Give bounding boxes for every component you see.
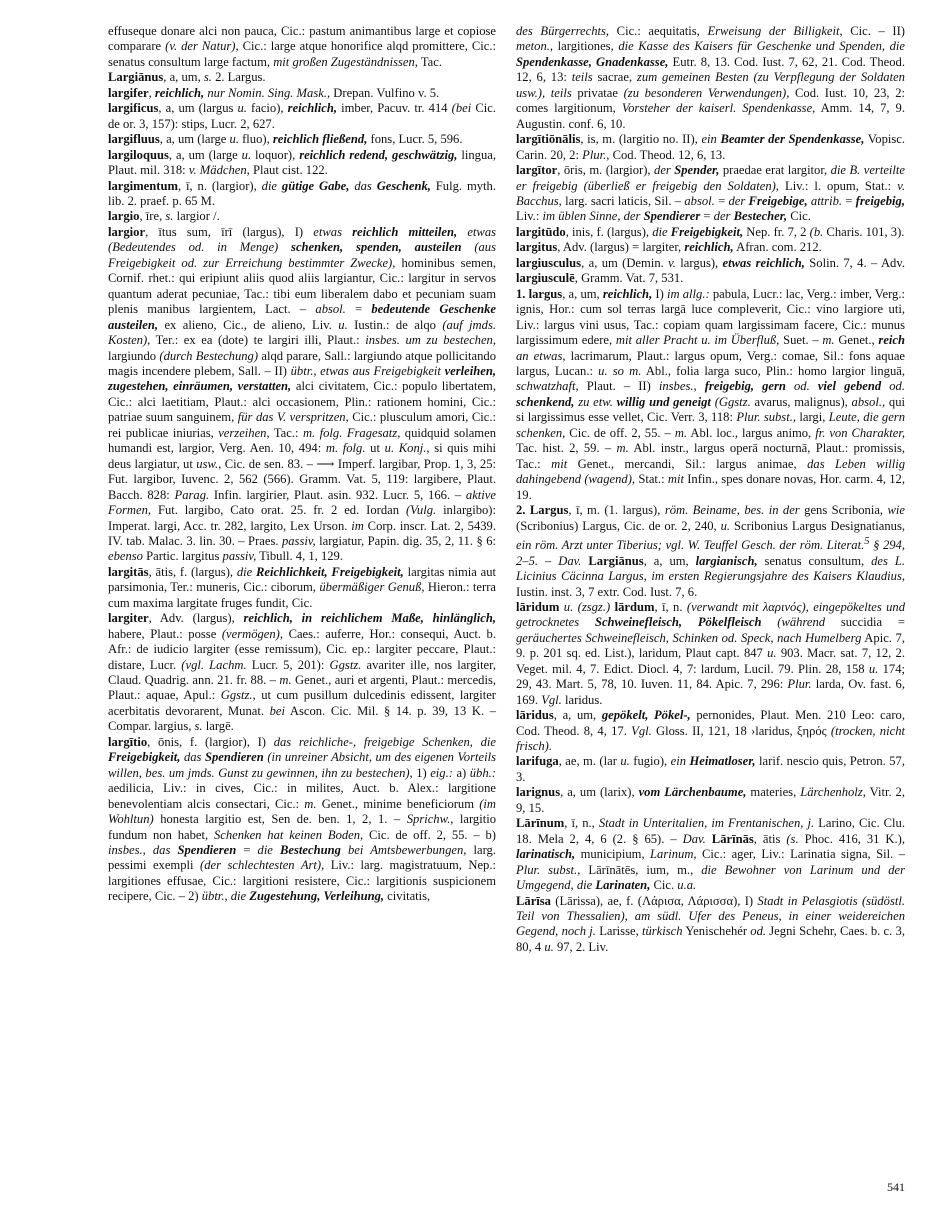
dictionary-entry: 2. Largus, ī, m. (1. largus), röm. Beiname, bes. in der gens Scribonia, wie (Scribonius) Largus, Cic. de or. 2, 240, u. Scribonius Largus Designatianus, ein röm. Arzt unter Tiberius; vgl. W. Teuffel Gesch. der röm. Literat.$^5$ § 294, 2–5. – Dav. Largiānus, a, um, largianisch, senatus consultum, des L. Licinius Cäcinna Largus, im ersten Regierungsjahre des Kaisers Klaudius, Iustin. inst. 3, 7 extr. Cod. Iust. 7, 6. — [516, 503, 906, 599]
dictionary-entry: largiusculus, a, um (Demin. v. largus), etwas reichlich, Solin. 7, 4. – Adv. largiusculē, Gramm. Vat. 7, 531. — [516, 255, 905, 286]
dictionary-entry: Lārīsa (Lārissa), ae, f. (Λάρισα, Λάρισσα), I) Stadt in Pelasgiotis (südöstl. Teil von Thessalien), am südl. Ufer des Peneus, in einer weidereichen Gegend, noch j. Larisse, türkisch Yenischehér od. Jegni Schehr, Caes. b. c. 3, 80, 4 u. 97, 2. Liv. — [516, 893, 905, 954]
dictionary-entry: largifer, reichlich, nur Nomin. Sing. Mask., Drepan. Vulfino v. 5. — [108, 85, 440, 100]
dictionary-entry: largītio, ōnis, f. (largior), I) das reichliche-, freigebige Schenken, die Freigebigkeit, das Spendieren (in unreiner Absicht, um des eigenen Vorteils willen, bes. um jmds. Gunst zu gewinnen, ihn zu bestechen), 1) eig.: a) übh.: aedilicia, Liv.: in cives, Cic.: in milites, Auct. b. Alex.: largitione benevolentiam alcis consectari, Cic.: m. Genet., minime beneficiorum (im Wohltun) honesta largitio est, Sen de. ben. 1, 2, 1. – Sprichw., largitio fundum non habet, Schenken hat keinen Boden, Cic. de off. 2, 55. – b) insbes., das Spendieren = die Bestechung bei Amtsbewerbungen, larg. pessimi exempli (der schlechtesten Art), Liv.: larg. magistratuum, Nep.: largitiones effusae, Cic.: largitioni resistere, Cic.: largitionis suspicionem recipere, Cic. – 2) übtr., die Zugestehung, Verleihung, civitatis, — [108, 734, 497, 904]
left-column — [108, 24, 496, 905]
dictionary-entry: lāridus, a, um, gepökelt, Pökel-, pernonides, Plaut. Men. 210 Leo: caro, Cod. Theod. 8, 4, 17. Vgl. Gloss. II, 121, 18 ›laridus, ξηρός (trocken, nicht frisch). — [516, 708, 905, 754]
page-number: 541 — [887, 1180, 905, 1194]
dictionary-entry: lāridum u. (zsgz.) lārdum, ī, n. (verwandt mit λαρινός), eingepökeltes und getrocknetes Schweinefleisch, Pökelfleisch (während succidia = geräuchertes Schweinefleisch, Schinken od. Speck, nach Humelberg Apic. 7, 9. p. 201 sq. ed. List.), laridum, Plaut capt. 847 u. 903. Macr. sat. 7, 12, 2. Veget. mil. 4, 7. Edict. Diocl. 4, 7: lardum, Lucil. 79. Plin. 28, 158 u. 174; 29, 43. Mart. 5, 78, 10. Iuven. 11, 84. Apic. 7, 296: Plur. larda, Ov. fast. 6, 169. Vgl. laridus. — [516, 599, 906, 707]
dictionary-entry: largio, īre, s. largior /. — [108, 209, 220, 224]
dictionary-entry: des Bürgerrechts, Cic.: aequitatis, Erweisung der Billigkeit, Cic. – II) meton., largitiones, die Kasse des Kaisers für Geschenke und Spenden, die Spendenkasse, Gnadenkasse, Eutr. 8, 13. Cod. Iust. 7, 62, 21. Cod. Theod. 12, 6, 13: teils sacrae, zum gemeinen Besten (zu Verpflegung der Soldaten usw.), teils privatae (zu besonderen Verwendungen), Cod. Iust. 10, 23, 2: comes largitionum, Vorsteher der kaiserl. Spendenkasse, Amm. 14, 7, 9. Augustin. conf. 6, 10. — [516, 24, 905, 131]
dictionary-entry: largītor, ōris, m. (largior), der Spender, praedae erat largitor, die B. verteilte er freigebig (überließ er freigebig den Soldaten), Liv.: l. opum, Stat.: v. Bacchus, larg. sacri laticis, Sil. – absol. = der Freigebige, attrib. = freigebig, Liv.: im üblen Sinne, der Spendierer = der Bestecher, Cic. — [516, 163, 906, 224]
right-column — [516, 24, 905, 955]
dictionary-entry: larifuga, ae, m. (lar u. fugio), ein Heimatloser, larif. nescio quis, Petron. 57, 3. — [516, 754, 906, 784]
dictionary-entry: largitus, Adv. (largus) = largiter, reichlich, Afran. com. 212. — [516, 240, 822, 255]
dictionary-entry: largificus, a, um (largus u. facio), reichlich, imber, Pacuv. tr. 414 (bei Cic. de or. 3, 157): stips, Lucr. 2, 627. — [108, 101, 497, 131]
dictionary-entry: largior, ītus sum, īrī (largus), I) etwas reichlich mitteilen, etwas (Bedeutendes od. in Menge) schenken, spenden, austeilen (aus Freigebigkeit od. zur Erreichung bestimmter Zwecke), hominibus semen, Cornif. rhet.: qui eripiunt aliis quod aliis largiantur, Cic.: largitur in servos quantum aderat pecuniae, Tac.: tibi eum liberalem dabo et pecuniam suam plenis manibus largientem, Lact. – absol. = bedeutende Geschenke austeilen, ex alieno, Cic., de alieno, Liv. u. Iustin.: de alqo (auf jmds. Kosten), Ter.: ex ea (dote) te largiri illi, Plaut.: insbes. um zu bestechen, largiundo (durch Bestechung) alqd parare, Sall.: largiundo atque pollicitando magis incendere plebem, Sall. – II) übtr., etwas aus Freigebigkeit verleihen, zugestehen, einräumen, verstatten, alci civitatem, Cic.: populo libertatem, Cic.: alci laetitiam, Plaut.: alci occasionem, Plin.: rationem homini, Cic.: patriae suum sanguinem, für das V. verspritzen, Cic.: plusculum amori, Cic.: rei publicae iniurias, verzeihen, Tac.: m. folg. Fragesatz, quidquid solamen humandi est, largior, Verg. Aen. 10, 494: m. folg. ut u. Konj., si quis mihi deus largiatur, ut usw., Cic. de sen. 83. – ⟶ Imperf. largibar, Prop. 1, 3, 25: Fut. largibor, Iuvenc. 2, 562 (566). Gramm. Vat. 5, 119: largibere, Plaut. Bacch. 828: Parag. Infin. largirier, Plaut. asin. 932. Lucr. 5, 166. – aktive Formen, Fut. largibo, Cato orat. 25. fr. 2 ed. Iordan (Vulg. inlargibo): Imperat. largi, Acc. tr. 282, largito, Lex Urson. im Corp. inscr. Lat. 2, 5439. IV. tab. Malac. 3. lin. 30. – Praes. passiv, largiatur, Papin. dig. 35, 2, 11. § 6: ebenso Partic. largitus passiv, Tibull. 4, 1, 129. — [108, 224, 497, 564]
dictionary-entry: largimentum, ī, n. (largior), die gütige Gabe, das Geschenk, Fulg. myth. lib. 2. praef. p. 65 M. — [108, 178, 496, 208]
dictionary-entry: largifluus, a, um (large u. fluo), reichlich fließend, fons, Lucr. 5, 596. — [108, 132, 463, 147]
dictionary-entry: Lārīnum, ī, n., Stadt in Unteritalien, im Frentanischen, j. Larino, Cic. Clu. 18. Mela 2, 4, 6 (2. § 65). – Dav. Lārīnās, ātis (s. Phoc. 416, 31 K.), larinatisch, municipium, Larinum, Cic.: ager, Liv.: Larinatia signa, Sil. – Plur. subst., Lārīnātēs, ium, m., die Bewohner von Larinum und der Umgegend, die Larinaten, Cic. u.a. — [516, 816, 906, 893]
dictionary-entry: larignus, a, um (larix), vom Lärchenbaume, materies, Lärchenholz, Vitr. 2, 9, 15. — [516, 785, 906, 815]
dictionary-entry: Largiānus, a, um, s. 2. Largus. — [108, 70, 266, 85]
dictionary-entry: 1. largus, a, um, reichlich, I) im allg.: pabula, Lucr.: lac, Verg.: imber, Verg.: ignis, Hor.: cum sol terras largā luce compleverit, Cic.: vino largiore uti, Liv.: largus vini usus, Tac.: copiam quam largissimam facere, Cic.: munus largissimum edere, mit aller Pracht u. im Überfluß, Suet. – m. Genet., reich an etwas, lacrimarum, Plaut.: largus opum, Verg.: comae, Sil.: fons aquae largus, Lucan.: u. so m. Abl., folia larga suco, Plin.: homo largior linguā, schwatzhaft, Plaut. – II) insbes., freigebig, gern od. viel gebend od. schenkend, zu etw. willig und geneigt (Ggstz. avarus, malignus), absol., qui si largissimus esse vellet, Cic. Verr. 3, 118: Plur. subst., largi, Leute, die gern schenken, Cic. de off. 2, 55. – m. Abl. loc., largus animo, fr. von Charakter, Tac. hist. 2, 59. – m. Abl. instr., largus operā nocturnā, Plaut.: promissis, Tac.: mit Genet., mercandi, Sil.: largus animae, das Leben willig dahingebend (wagend), Stat.: mit Infin., spes donare novas, Hor. carm. 4, 12, 19. — [516, 286, 906, 502]
dictionary-entry: largiloquus, a, um (large u. loquor), reichlich redend, geschwätzig, lingua, Plaut. mil. 318: v. Mädchen, Plaut cist. 122. — [108, 147, 496, 178]
dictionary-entry: largītiōnālis, is, m. (largitio no. II), ein Beamter der Spendenkasse, Vopisc. Carin. 20, 2: Plur., Cod. Theod. 12, 6, 13. — [516, 132, 905, 162]
dictionary-entry: largiter, Adv. (largus), reichlich, in reichlichem Maße, hinlänglich, habere, Plaut.: posse (vermögen), Caes.: auferre, Hor.: consequi, Auct. b. Afr.: de iudicio largiter (esse remissum), Cic. ep.: largiter peccare, Plaut.: distare, Lucr. (vgl. Lachm. Lucr. 5, 201): Ggstz. avariter ille, nos largiter, Claud. Quadrig. ann. 21. fr. 88. – m. Genet., auri et argenti, Plaut.: mercedis, Plaut.: aquae, Apul.: Ggstz., ut cum pusillum dulcedinis edissent, largiter acerbitatis devorarent, Munat. bei Ascon. Cic. Mil. § 14. p. 39, 13 K. – Compar. largius, s. largē. — [108, 611, 497, 734]
dictionary-entry: largitās, ātis, f. (largus), die Reichlichkeit, Freigebigkeit, largitas nimia aut parsimonia, Ter.: muneris, Cic.: ciborum, übermäßiger Genuß, Hieron.: terra cum maxima largitate fruges fundit, Cic. — [108, 564, 497, 610]
dictionary-entry: effuseque donare alci non pauca, Cic.: pastum animantibus large et copiose comparare (v. der Natur), Cic.: large atque honorifice alqd promittere, Cic.: senatus consultum large factum, mit großen Zugeständnissen, Tac. — [108, 24, 496, 69]
dictionary-entry: largitūdo, inis, f. (largus), die Freigebigkeit, Nep. fr. 7, 2 (b. Charis. 101, 3). — [516, 224, 905, 239]
